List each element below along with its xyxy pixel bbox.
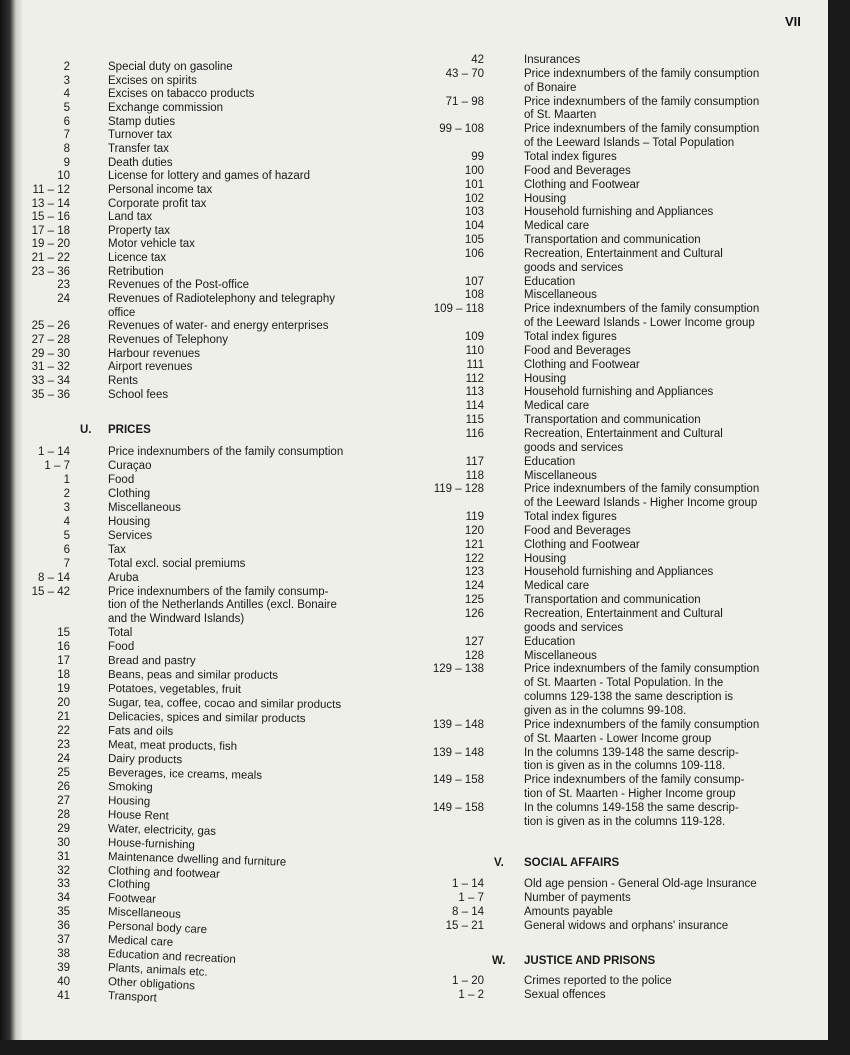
entry-number: 118 — [465, 469, 484, 482]
entry-text: tion is given as in the columns 109-118. — [524, 760, 726, 773]
entry-text: Transportation and communication — [524, 414, 701, 427]
entry-number: 21 — [57, 711, 70, 724]
entry-text: Other obligations — [107, 976, 196, 993]
entry-text: Price indexnumbers of the family consumption — [524, 123, 760, 136]
entry-text: Total index figures — [524, 331, 617, 343]
entry-number: 71 – 98 — [445, 95, 484, 108]
entry-number: 23 – 36 — [31, 265, 70, 278]
entry-text: Clothing and Footwear — [524, 178, 640, 191]
entry-number: 108 — [464, 289, 484, 302]
entry-text: Special duty on gasoline — [108, 61, 233, 73]
entry-number: 31 — [57, 850, 70, 863]
entry-text: House-furnishing — [107, 836, 196, 852]
entry-text: Personal body care — [107, 920, 208, 937]
entry-text: Land tax — [108, 211, 153, 224]
entry-text: Licence tax — [108, 252, 167, 265]
entry-number: 126 — [464, 608, 484, 620]
entry-text: Number of payments — [524, 892, 631, 904]
entry-number: 27 — [57, 794, 70, 807]
entry-text: Household furnishing and Appliances — [524, 566, 714, 579]
entry-number: 36 — [57, 920, 70, 933]
entry-number: 106 — [464, 247, 484, 260]
entry-text: Death duties — [108, 156, 173, 169]
entry-number: 31 – 32 — [31, 361, 70, 374]
entry-number: 9 — [63, 156, 70, 169]
entry-text: Total — [108, 627, 133, 640]
entry-text: Sugar, tea, coffee, cocao and similar products — [107, 697, 342, 712]
entry-text: Total excl. social premiums — [108, 557, 246, 570]
entry-text: Dairy products — [107, 752, 183, 767]
entry-text: Clothing — [107, 878, 151, 892]
entry-text: Airport revenues — [108, 361, 193, 374]
entry-text: Education — [524, 635, 576, 648]
entry-text: Transport — [107, 990, 158, 1005]
entry-number: 2 — [63, 487, 70, 500]
entry-text: Revenues of the Post-office — [108, 279, 250, 292]
entry-number: 114 — [465, 400, 484, 413]
entry-text: Price indexnumbers of the family consump- — [108, 585, 329, 598]
entry-text: Curaçao — [108, 459, 152, 472]
entry-number: 128 — [464, 649, 484, 662]
entry-number: 149 – 158 — [432, 774, 484, 787]
entry-number: 22 — [57, 725, 70, 737]
entry-number: 8 – 14 — [38, 571, 70, 584]
entry-text: Price indexnumbers of the family consumption — [524, 718, 760, 731]
entry-number: 15 – 42 — [31, 585, 70, 598]
entry-number: 35 — [57, 906, 70, 919]
entry-number: 1 – 2 — [458, 989, 484, 1001]
section-title: SOCIAL AFFAIRS — [524, 857, 620, 869]
section-letter: W. — [492, 955, 506, 967]
entry-text: Delicacies, spices and similar products — [107, 711, 306, 726]
entry-text: Price indexnumbers of the family consumption — [524, 95, 760, 108]
entry-number: 7 — [63, 557, 70, 570]
entry-text: Food and Beverages — [524, 524, 631, 537]
entry-text: Retribution — [108, 265, 164, 278]
entry-text: of St. Maarten — [524, 109, 597, 122]
entry-text: tion of St. Maarten - Higher Income group — [524, 788, 736, 801]
entry-text: Tax — [108, 543, 126, 556]
entry-number: 33 — [57, 878, 70, 891]
entry-number: 121 — [464, 538, 484, 551]
entry-number: 37 — [57, 934, 70, 947]
entry-number: 23 — [57, 738, 70, 751]
entry-number: 101 — [464, 178, 484, 191]
entry-number: 119 – 128 — [433, 483, 484, 496]
entry-text: Miscellaneous — [108, 501, 181, 514]
entry-number: 122 — [464, 552, 484, 565]
entry-text: Personal income tax — [108, 183, 213, 196]
entry-number: 16 — [57, 641, 70, 654]
entry-number: 6 — [63, 115, 70, 128]
entry-number: 125 — [464, 594, 484, 607]
entry-number: 1 – 7 — [458, 892, 484, 904]
page-number: VII — [785, 14, 801, 29]
entry-number: 8 — [63, 142, 70, 155]
entry-text: In the columns 149-158 the same descrip- — [524, 801, 739, 814]
entry-number: 105 — [464, 234, 484, 247]
entry-text: Turnover tax — [108, 129, 173, 142]
entry-text: Price indexnumbers of the family consumption — [524, 303, 760, 316]
entry-number: 1 – 7 — [44, 459, 70, 472]
entry-text: of the Leeward Islands - Higher Income group — [524, 497, 758, 510]
entry-number: 19 — [57, 683, 70, 696]
entry-number: 28 — [57, 808, 70, 821]
section-title: JUSTICE AND PRISONS — [524, 955, 656, 967]
show-through-text — [362, 10, 365, 22]
entry-text: Food and Beverages — [524, 344, 631, 357]
entry-text: Food — [108, 641, 135, 654]
entry-text: Fats and oils — [107, 725, 174, 738]
entry-number: 116 — [465, 427, 484, 440]
entry-number: 39 — [57, 962, 70, 975]
entry-number: 109 – 118 — [433, 303, 484, 316]
entry-text: Medical care — [524, 400, 590, 413]
entry-number: 2 — [63, 61, 70, 73]
entry-text: School fees — [108, 388, 169, 401]
entry-text: Smoking — [107, 780, 153, 794]
entry-number: 21 – 22 — [31, 252, 70, 265]
entry-text: Education — [524, 275, 576, 288]
entry-text: goods and services — [524, 621, 624, 634]
entry-text: Meat, meat products, fish — [107, 738, 238, 753]
entry-text: Exchange commission — [108, 101, 224, 114]
entry-number: 110 — [465, 344, 484, 357]
entry-number: 34 — [57, 892, 70, 905]
entry-number: 33 – 34 — [31, 374, 70, 387]
entry-number: 4 — [63, 88, 70, 101]
section-letter: U. — [80, 424, 92, 436]
entry-text: Plants, animals etc. — [107, 962, 208, 979]
entry-text: Amounts payable — [524, 906, 613, 918]
entry-text: of the Leeward Islands – Total Population — [524, 137, 735, 150]
entry-text: Property tax — [108, 224, 170, 237]
entry-text: Old age pension - General Old-age Insurance — [524, 878, 757, 890]
entry-text: Education — [524, 455, 576, 468]
entry-text: Services — [108, 529, 153, 542]
entry-number: 99 — [471, 150, 484, 163]
entry-number: 15 — [57, 627, 70, 640]
entry-number: 24 — [57, 752, 70, 765]
entry-text: Housing — [524, 192, 567, 205]
entry-text: General widows and orphans' insurance — [524, 920, 729, 932]
entry-text: Miscellaneous — [524, 289, 597, 302]
entry-text: Excises on tabacco products — [108, 88, 255, 101]
entry-number: 113 — [465, 386, 484, 399]
entry-number: 111 — [466, 358, 484, 371]
entry-number: 102 — [464, 192, 484, 205]
entry-text: Household furnishing and Appliances — [524, 206, 714, 219]
entry-text: Crimes reported to the police — [524, 975, 672, 987]
entry-text: Corporate profit tax — [108, 197, 207, 210]
entry-number: 5 — [63, 529, 70, 542]
entry-text: Medical care — [107, 934, 174, 950]
section-title: PRICES — [108, 424, 151, 436]
entry-number: 1 – 14 — [38, 446, 70, 458]
entry-text: Harbour revenues — [108, 347, 201, 360]
entry-number: 149 – 158 — [432, 801, 484, 814]
entry-text: Stamp duties — [108, 115, 176, 128]
entry-text: tion of the Netherlands Antilles (excl. Bonaire — [108, 599, 337, 612]
entry-number: 10 — [57, 170, 70, 183]
entry-text: Price indexnumbers of the family consumption — [108, 446, 344, 458]
entry-number: 29 – 30 — [31, 347, 70, 360]
entry-text: Bread and pastry — [107, 655, 196, 668]
entry-text: Total index figures — [524, 511, 617, 524]
entry-number: 127 — [464, 635, 484, 648]
entry-number: 7 — [63, 129, 70, 142]
entry-text: Medical care — [524, 220, 590, 233]
entry-text: Housing — [108, 515, 151, 528]
entry-number: 123 — [464, 566, 484, 579]
entry-text: Beverages, ice creams, meals — [107, 766, 263, 782]
entry-text: of Bonaire — [524, 81, 577, 94]
entry-text: Price indexnumbers of the family consumption — [524, 67, 760, 80]
entry-number: 1 – 20 — [452, 975, 484, 987]
entry-number: 1 – 14 — [452, 878, 484, 890]
entry-number: 15 – 21 — [445, 920, 484, 932]
entry-number: 119 — [465, 511, 484, 524]
entry-text: Price indexnumbers of the family consumption — [524, 663, 760, 676]
entry-number: 38 — [57, 948, 70, 961]
entry-text: tion is given as in the columns 119-128. — [524, 815, 726, 828]
entry-number: 100 — [464, 164, 484, 177]
entry-number: 24 — [57, 293, 70, 306]
page-edge-bottom — [0, 1040, 850, 1055]
entry-number: 15 – 16 — [31, 211, 70, 224]
entry-number: 18 — [57, 669, 70, 682]
entry-text: Medical care — [524, 580, 590, 593]
entry-number: 19 – 20 — [31, 238, 70, 251]
entry-text: Transportation and communication — [524, 594, 701, 607]
entry-text: Total index figures — [524, 150, 617, 163]
entry-text: Sexual offences — [524, 989, 606, 1001]
entry-number: 120 — [464, 524, 484, 537]
entry-text: Miscellaneous — [107, 906, 182, 922]
entry-number: 139 – 148 — [432, 746, 484, 759]
entry-number: 117 — [465, 455, 484, 468]
entry-text: Revenues of Telephony — [108, 334, 228, 346]
entry-text: office — [108, 306, 136, 319]
entry-number: 30 — [57, 836, 70, 849]
page-edge-right — [828, 0, 850, 1055]
entry-number: 104 — [464, 220, 484, 233]
entry-text: Beans, peas and similar products — [107, 669, 279, 682]
entry-number: 11 – 12 — [32, 183, 70, 196]
entry-number: 103 — [464, 206, 484, 219]
entry-number: 1 — [63, 473, 70, 486]
entry-number: 32 — [57, 864, 70, 877]
entry-text: of the Leeward Islands - Lower Income group — [524, 317, 755, 330]
entry-text: Miscellaneous — [524, 469, 597, 482]
entry-text: columns 129-138 the same description is — [524, 691, 734, 704]
entry-number: 23 — [57, 279, 70, 292]
entry-text: Maintenance dwelling and furniture — [107, 850, 287, 869]
entry-text: Motor vehicle tax — [108, 238, 195, 251]
entry-number: 43 – 70 — [445, 67, 484, 80]
entry-text: Insurances — [524, 54, 581, 66]
entry-text: Potatoes, vegetables, fruit — [107, 683, 242, 696]
entry-number: 99 – 108 — [439, 123, 484, 136]
entry-number: 25 — [57, 766, 70, 779]
entry-text: and the Windward Islands) — [108, 613, 245, 626]
entry-number: 17 – 18 — [31, 224, 70, 237]
entry-text: Revenues of Radiotelephony and telegraphy — [108, 293, 335, 306]
entry-number: 26 — [57, 780, 70, 793]
entry-text: Clothing — [108, 487, 151, 500]
entry-text: goods and services — [524, 261, 624, 274]
entry-text: Housing — [524, 552, 567, 565]
entry-text: Miscellaneous — [524, 649, 597, 662]
entry-number: 3 — [63, 74, 70, 87]
entry-text: Food and Beverages — [524, 164, 631, 177]
entry-number: 29 — [57, 822, 70, 835]
entry-number: 8 – 14 — [452, 906, 484, 918]
entry-number: 42 — [471, 54, 484, 66]
entry-text: Footwear — [107, 892, 157, 907]
entry-text: Housing — [107, 794, 151, 808]
entry-number: 115 — [465, 414, 484, 427]
entry-text: Price indexnumbers of the family consump- — [524, 774, 745, 787]
entry-number: 6 — [63, 543, 70, 556]
entry-number: 129 – 138 — [432, 663, 484, 676]
entry-text: Water, electricity, gas — [107, 822, 217, 838]
entry-number: 139 – 148 — [432, 718, 484, 731]
entry-number: 4 — [63, 515, 70, 528]
entry-number: 27 – 28 — [31, 334, 70, 346]
entry-number: 109 — [464, 331, 484, 343]
entry-text: of St. Maarten - Lower Income group — [524, 732, 712, 745]
entry-text: House Rent — [107, 808, 169, 823]
entry-text: given as in the columns 99-108. — [524, 704, 687, 717]
entry-text: Transportation and communication — [524, 234, 701, 247]
entry-text: Recreation, Entertainment and Cultural — [524, 427, 723, 440]
entry-text: Excises on spirits — [108, 74, 197, 87]
entry-number: 35 – 36 — [31, 388, 70, 401]
entry-number: 20 — [57, 697, 70, 710]
entry-text: Household furnishing and Appliances — [524, 386, 714, 399]
entry-number: 40 — [57, 976, 70, 989]
entry-text: Clothing and footwear — [107, 864, 221, 881]
entry-number: 112 — [465, 372, 484, 385]
entry-number: 124 — [464, 580, 484, 593]
entry-number: 41 — [57, 990, 70, 1003]
entry-text: Price indexnumbers of the family consumption — [524, 483, 760, 496]
entry-number: 13 – 14 — [31, 197, 70, 210]
entry-text: License for lottery and games of hazard — [108, 170, 311, 183]
entry-text: goods and services — [524, 441, 624, 454]
entry-text: Recreation, Entertainment and Cultural — [524, 247, 723, 260]
entry-number: 25 – 26 — [31, 320, 70, 333]
entry-number: 5 — [63, 101, 70, 114]
section-letter: V. — [494, 857, 504, 869]
entry-text: Clothing and Footwear — [524, 358, 640, 371]
entry-text: In the columns 139-148 the same descrip- — [524, 746, 739, 759]
entry-text: Rents — [108, 374, 139, 387]
entry-text: Clothing and Footwear — [524, 538, 640, 551]
entry-number: 17 — [57, 655, 70, 668]
entry-text: Aruba — [108, 571, 139, 584]
entry-number: 3 — [63, 501, 70, 514]
entry-text: of St. Maarten - Total Population. In the — [524, 677, 724, 690]
entry-text: Food — [108, 473, 135, 486]
entry-text: Revenues of water- and energy enterprises — [108, 320, 329, 333]
entry-text: Education and recreation — [107, 948, 237, 967]
entry-text: Transfer tax — [108, 142, 169, 155]
entry-text: Recreation, Entertainment and Cultural — [524, 608, 723, 620]
entry-text: Housing — [524, 372, 567, 385]
entry-number: 107 — [464, 275, 484, 288]
